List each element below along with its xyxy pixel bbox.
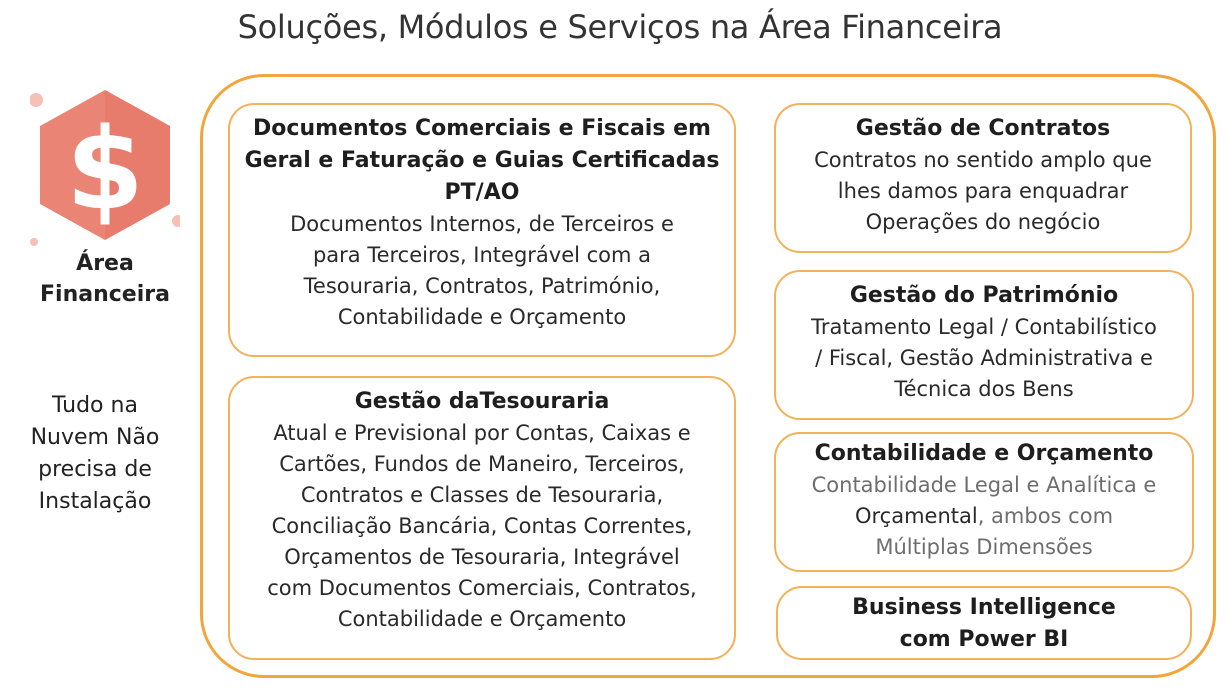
box-body: Atual e Previsional por Contas, Caixas e Cartões, Fundos de Maneiro, Terceiros, Contratos e Classes de Tesouraria, Conciliação Bancária, Contas Correntes, Orçamentos de Tesouraria, Integrável com Documentos Comerciais, Contratos, Contabilidade e Orçamento <box>267 421 697 631</box>
box-contratos <box>774 103 1192 253</box>
page-title: Soluções, Módulos e Serviços na Área Financeira <box>237 8 1003 46</box>
box-body: Tratamento Legal / Contabilístico / Fiscal, Gestão Administrativa e Técnica dos Bens <box>811 315 1157 401</box>
box-body: Documentos Internos, de Terceiros e para Terceiros, Integrável com a Tesouraria, Contratos, Património, Contabilidade e Orçamento <box>290 212 674 329</box>
box-body: Contratos no sentido amplo que lhes damos para enquadrar Operações do negócio <box>814 148 1152 234</box>
dollar-hexagon-icon <box>30 86 180 246</box>
box-heading: Business Intelligence com Power BI <box>852 595 1116 652</box>
box-body: Contabilidade Legal e Analítica e Orçamental, ambos com Múltiplas Dimensões <box>811 473 1157 559</box>
box-documentos <box>228 103 736 357</box>
box-heading: Gestão de Contratos <box>855 116 1111 141</box>
box-heading: Documentos Comerciais e Fiscais em Geral e Faturação e Guias Certificadas PT/AO <box>244 116 720 205</box>
box-heading: Contabilidade e Orçamento <box>814 441 1154 466</box>
box-patrimonio <box>774 270 1194 420</box>
logo-label: Área Financeira <box>40 251 170 307</box>
cloud-note: Tudo na Nuvem Não precisa de Instalação <box>30 393 160 514</box>
box-tesouraria <box>228 376 736 660</box>
svg-text:$: $ <box>66 105 144 235</box>
box-contabilidade <box>774 432 1194 572</box>
box-heading: Gestão daTesouraria <box>354 389 610 414</box>
box-heading: Gestão do Património <box>849 283 1119 308</box>
box-business-intelligence <box>776 586 1192 660</box>
